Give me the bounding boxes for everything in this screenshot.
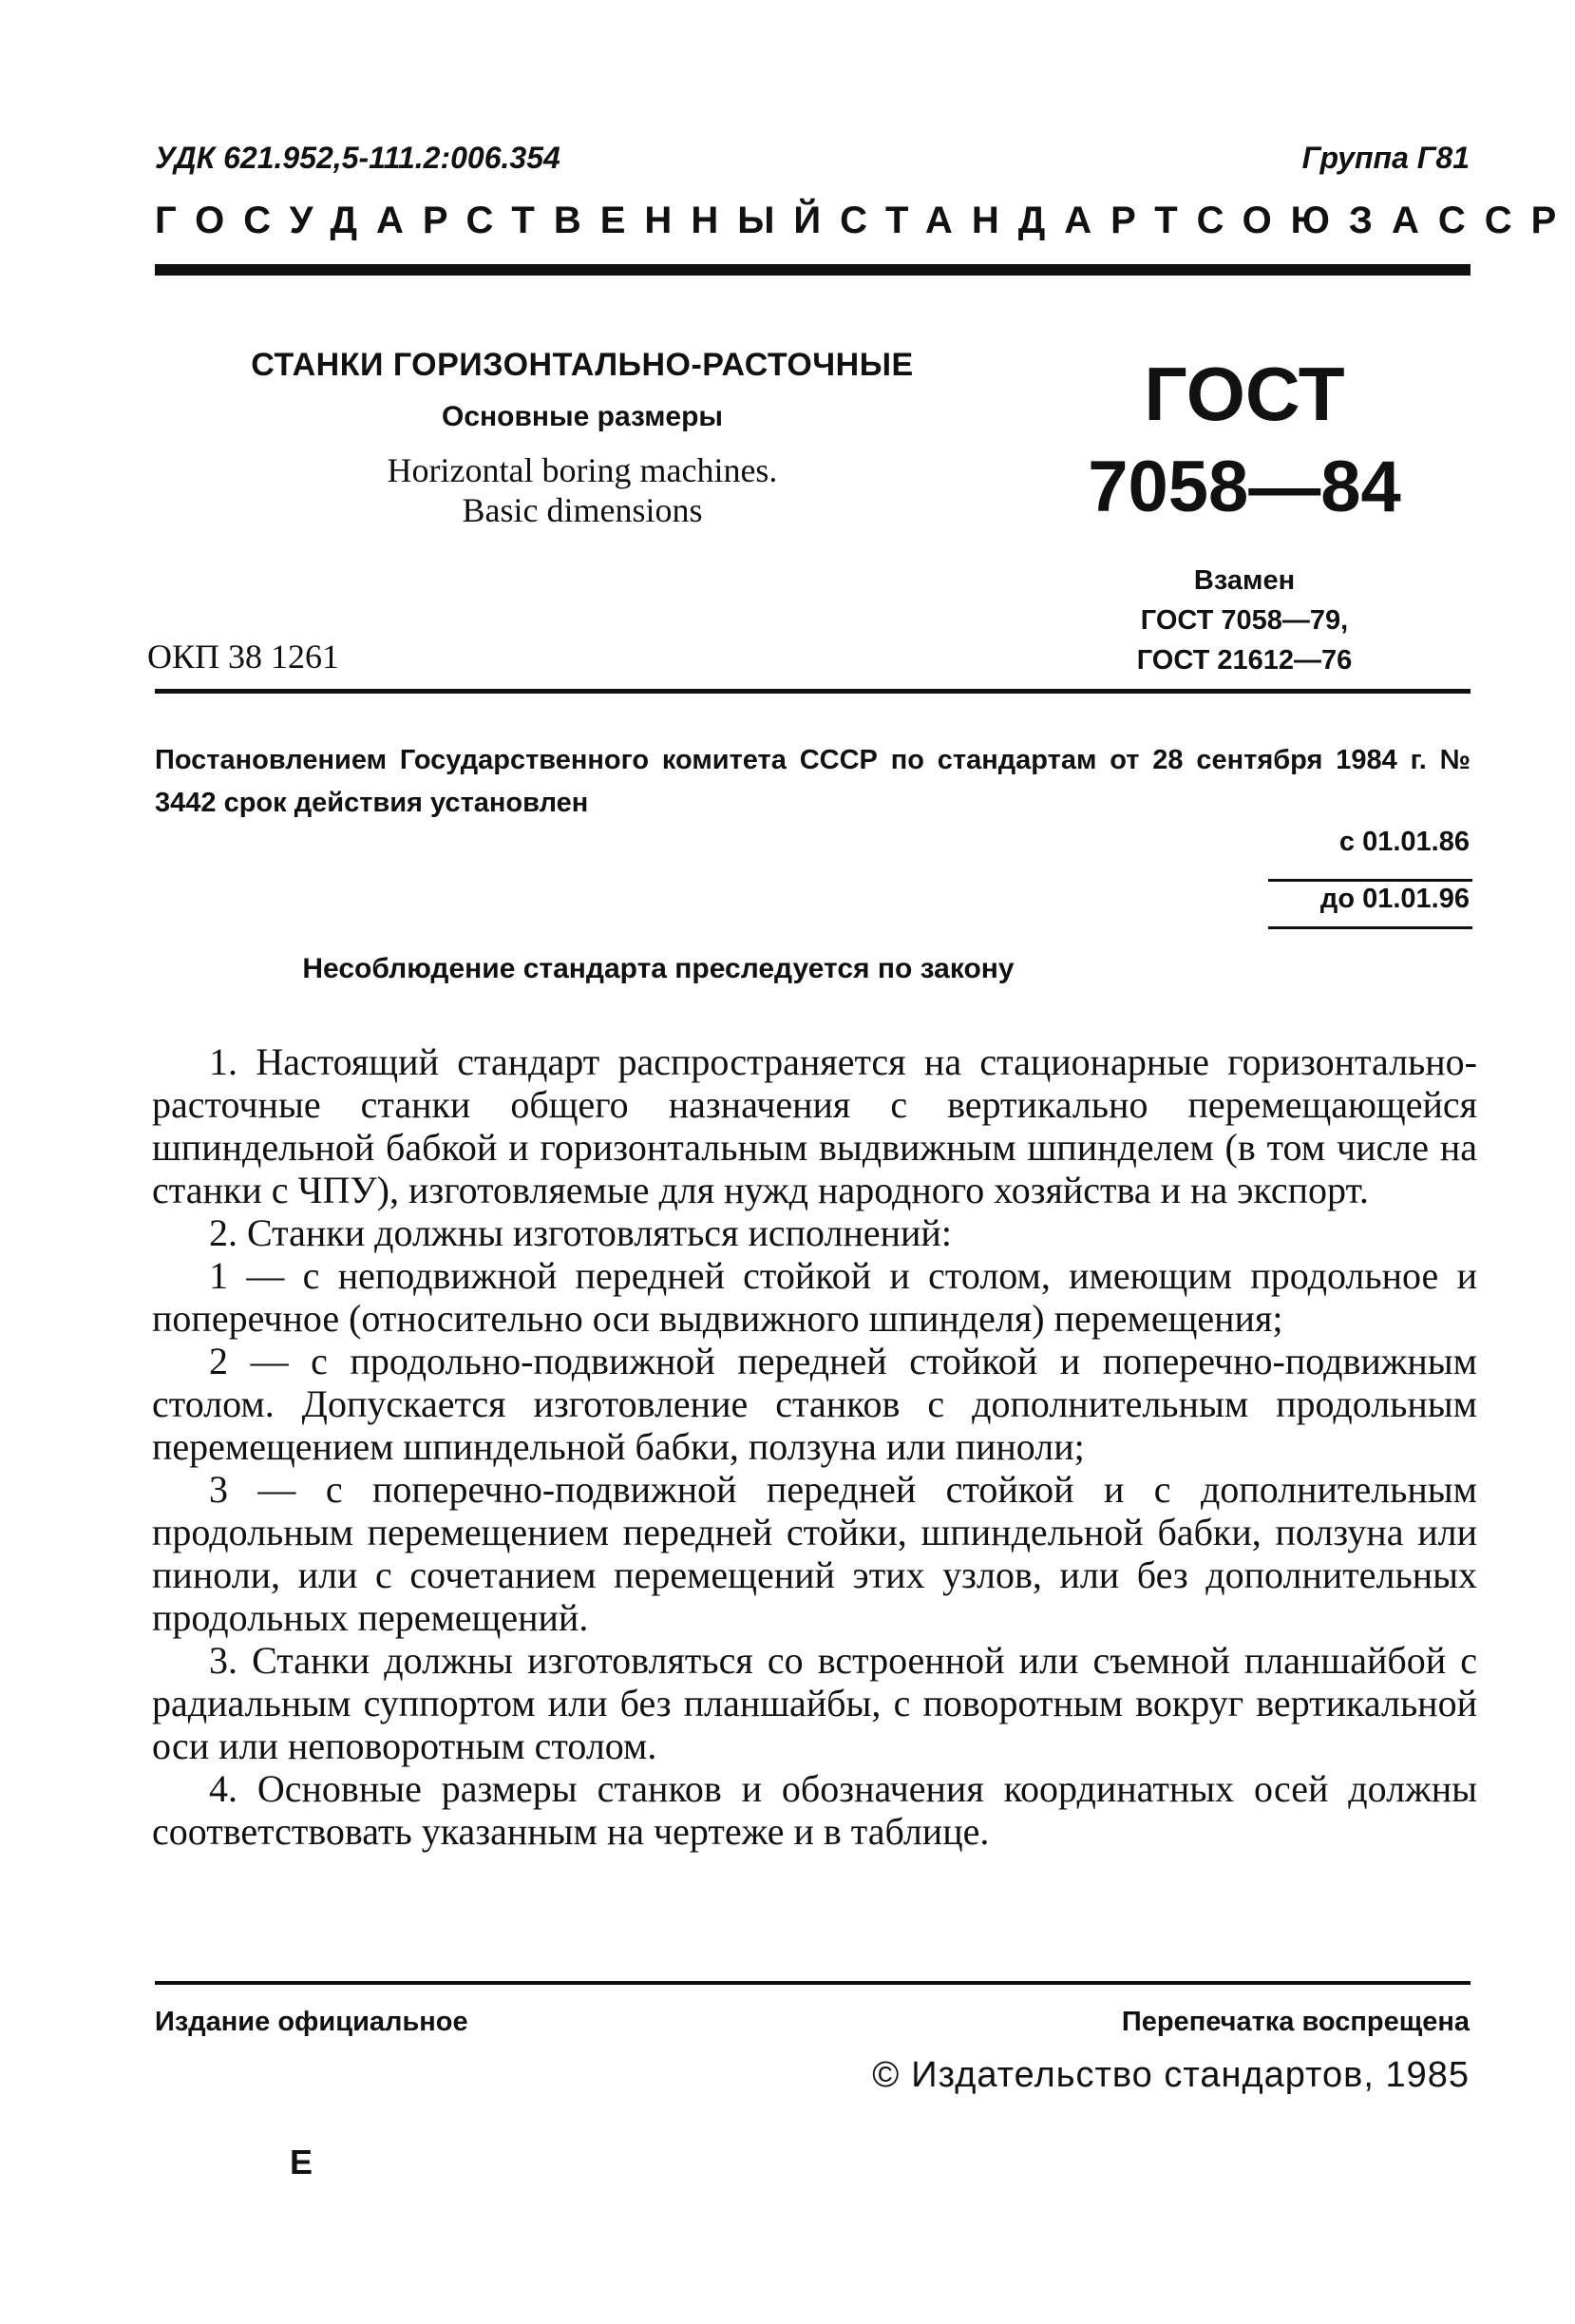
paragraph: 3. Станки должны изготовляться со встроенной или съемной планшайбой с радиальным суппортом или без планшайбы, с поворотным вокруг вертикальной оси или неповоротным столом. bbox=[152, 1639, 1477, 1767]
heavy-divider bbox=[155, 264, 1471, 276]
edition-letter: Е bbox=[290, 2143, 313, 2181]
date-divider bbox=[1268, 879, 1472, 882]
english-title-line: Basic dimensions bbox=[462, 491, 703, 529]
decree-text: Постановлением Государственного комитета СССР по стандартам от 28 сентября 1984 г. № 3442 срок действия установлен bbox=[155, 745, 1471, 818]
replaced-standard: ГОСТ 7058—79, bbox=[1140, 605, 1349, 637]
effective-from: с 01.01.86 bbox=[1338, 827, 1470, 857]
paragraph: 1 — с неподвижной передней стойкой и столом, имеющим продольное и поперечное (относительно оси выдвижного шпинделя) перемещения; bbox=[152, 1254, 1477, 1340]
document-title: СТАНКИ ГОРИЗОНТАЛЬНО-РАСТОЧНЫЕ bbox=[251, 347, 914, 383]
edition-note: Издание официальное bbox=[155, 2007, 468, 2037]
divider bbox=[155, 689, 1471, 694]
paragraph: 1. Настоящий стандарт распространяется на стационарные горизонтально-расточные станки общего назначения с вертикально перемещающейся шпиндельной бабкой и горизонтальным выдвижным шпинделем (в том числе на станки с ЧПУ), изготовляемые для нужд народного хозяйства и на экспорт. bbox=[152, 1040, 1477, 1211]
publisher-name: Издательство стандартов, 1985 bbox=[911, 2055, 1470, 2095]
banner-word: СТАНДАРТ bbox=[840, 200, 1197, 241]
paragraph: 3 — с поперечно-подвижной передней стойкой и с дополнительным продольным перемещением передней стойки, шпиндельной бабки, ползуна или пиноли, или с сочетанием перемещений этих узлов, или без дополнительных продольных перемещений. bbox=[152, 1468, 1477, 1639]
title-block bbox=[155, 347, 1010, 530]
replaces-block bbox=[1083, 561, 1406, 680]
legal-warning: Несоблюдение стандарта преследуется по закону bbox=[302, 953, 1015, 984]
english-title-line: Horizontal boring machines. bbox=[387, 451, 778, 489]
standard-banner bbox=[155, 200, 1575, 242]
copyright-icon: © bbox=[872, 2055, 901, 2095]
paragraph: 2 — с продольно-подвижной передней стойкой и поперечно-подвижным столом. Допускается изготовление станков с дополнительным продольным перемещением шпиндельной бабки, ползуна или пиноли; bbox=[152, 1340, 1477, 1468]
replaces-label: Взамен bbox=[1193, 565, 1296, 596]
effective-to: до 01.01.96 bbox=[1319, 884, 1470, 914]
reprint-note: Перепечатка воспрещена bbox=[1121, 2007, 1470, 2037]
banner-word: СОЮЗА bbox=[1196, 200, 1438, 241]
banner-word: ГОСУДАРСТВЕННЫЙ bbox=[155, 200, 841, 241]
gost-number: 7058—84 bbox=[1088, 447, 1401, 527]
body-text bbox=[152, 1040, 1477, 1853]
gost-label: ГОСТ bbox=[1144, 352, 1345, 436]
footer-divider bbox=[155, 1981, 1471, 1985]
date-divider bbox=[1268, 926, 1472, 929]
paragraph: 4. Основные размеры станков и обозначения координатных осей должны соответствовать указанным на чертеже и в таблице. bbox=[152, 1767, 1477, 1853]
group-code: Группа Г81 bbox=[1301, 141, 1470, 175]
document-subtitle: Основные размеры bbox=[441, 401, 724, 432]
udk-code: УДК 621.952,5-111.2:006.354 bbox=[155, 141, 560, 175]
replaced-standard: ГОСТ 21612—76 bbox=[1136, 645, 1353, 676]
paragraph: 2. Станки должны изготовляться исполнений: bbox=[209, 1211, 952, 1254]
okp-code: ОКП 38 1261 bbox=[147, 638, 340, 676]
publisher-line bbox=[872, 2055, 1470, 2096]
banner-word: ССР bbox=[1437, 200, 1575, 241]
